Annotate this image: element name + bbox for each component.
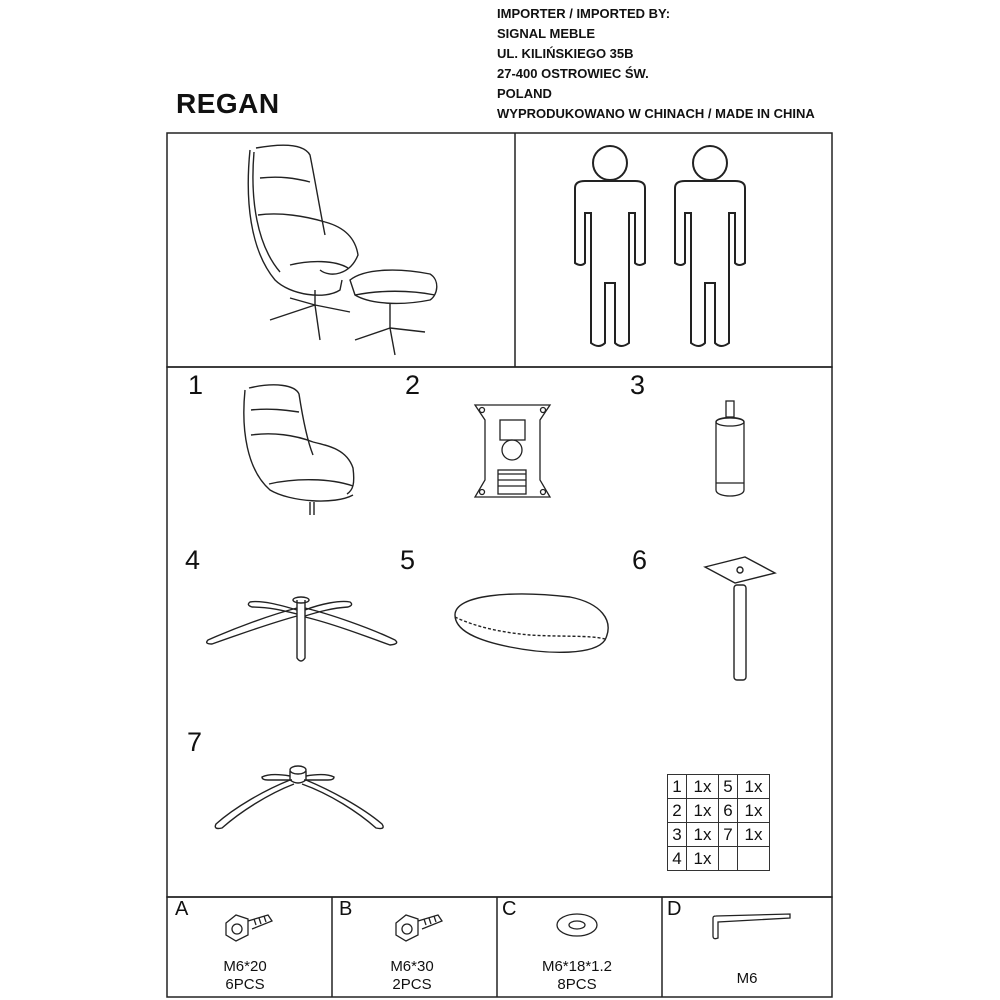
part-number: 4 <box>185 545 201 575</box>
importer-line: IMPORTER / IMPORTED BY: <box>497 6 671 21</box>
part-qty: 1x <box>738 799 770 823</box>
table-row <box>668 775 770 799</box>
part-number: 5 <box>400 545 416 575</box>
hardware-spec: M6*30 <box>390 958 434 975</box>
table-row <box>668 799 770 823</box>
part-number: 1 <box>188 370 204 400</box>
part-qty: 1x <box>738 775 770 799</box>
chair-with-ottoman-icon <box>230 140 450 360</box>
importer-line: POLAND <box>497 86 552 101</box>
importer-line: 27-400 OSTROWIEC ŚW. <box>497 66 649 81</box>
tilt-mechanism-plate-icon <box>470 400 555 505</box>
hardware-letter: B <box>339 898 353 920</box>
hardware-count: 8PCS <box>557 976 597 993</box>
hardware-spec: M6*20 <box>223 958 267 975</box>
bolt-icon <box>218 905 278 950</box>
part-qty: 1x <box>738 823 770 847</box>
importer-line: UL. KILIŃSKIEGO 35B <box>497 46 634 61</box>
quantity-table <box>667 774 770 871</box>
hardware-count: 6PCS <box>225 976 265 993</box>
part-qty: 1x <box>687 799 719 823</box>
part-number: 6 <box>632 545 648 575</box>
hardware-count: 2PCS <box>392 976 432 993</box>
chair-star-base-icon <box>200 590 410 675</box>
bolt-icon <box>388 905 448 950</box>
part-qty: 1x <box>687 823 719 847</box>
table-row <box>668 847 770 871</box>
hardware-spec: M6 <box>736 970 758 987</box>
part-qty: 1x <box>687 775 719 799</box>
ottoman-cushion-icon <box>450 585 615 660</box>
hardware-letter: D <box>667 898 682 920</box>
ottoman-post-with-plate-icon <box>700 555 780 685</box>
chair-seat-shell-icon <box>235 380 375 520</box>
ottoman-star-base-icon <box>210 762 390 837</box>
part-qty: 1x <box>687 847 719 871</box>
part-ref: 6 <box>719 799 738 823</box>
part-ref <box>719 847 738 871</box>
part-ref: 2 <box>668 799 687 823</box>
part-ref: 4 <box>668 847 687 871</box>
part-ref: 5 <box>719 775 738 799</box>
importer-line: WYPRODUKOWANO W CHINACH / MADE IN CHINA <box>497 106 815 121</box>
hardware-spec: M6*18*1.2 <box>541 958 613 975</box>
part-qty <box>738 847 770 871</box>
hardware-letter: C <box>502 898 517 920</box>
part-number: 3 <box>630 370 646 400</box>
washer-icon <box>552 910 602 940</box>
part-ref: 1 <box>668 775 687 799</box>
part-ref: 7 <box>719 823 738 847</box>
importer-line: SIGNAL MEBLE <box>497 26 595 41</box>
part-number: 7 <box>187 727 203 757</box>
hardware-letter: A <box>175 898 189 920</box>
part-ref: 3 <box>668 823 687 847</box>
gas-lift-cylinder-icon <box>700 398 760 503</box>
product-title: REGAN <box>176 88 280 119</box>
two-persons-icon <box>565 143 765 358</box>
table-row <box>668 823 770 847</box>
allen-key-icon <box>708 910 798 945</box>
part-number: 2 <box>405 370 421 400</box>
